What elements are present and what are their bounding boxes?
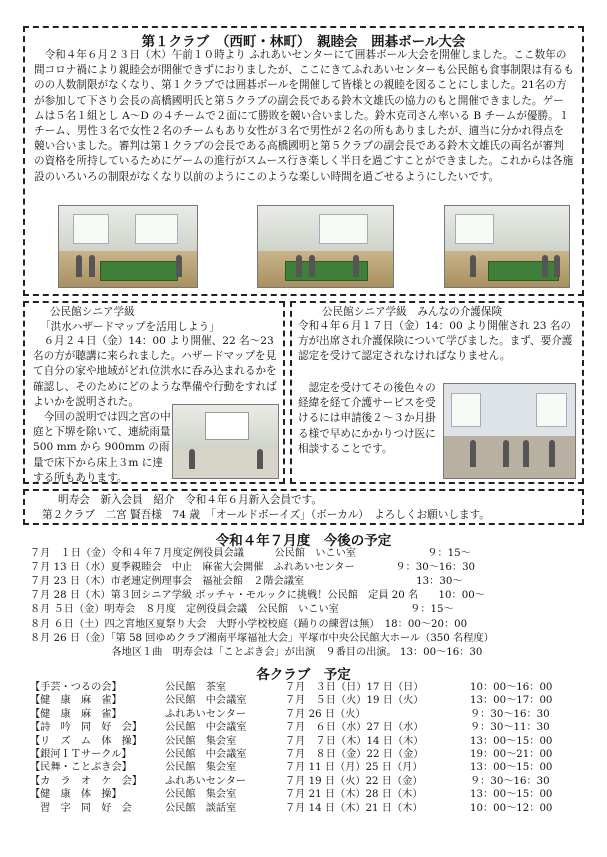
- schedule-item: ７月 23 日（木）市老連定例理事会 福祉会館 ２階会議室 13：30〜: [30, 576, 463, 588]
- club-venue: ふれあいセンター: [165, 775, 247, 787]
- article-title: 第１クラブ （西町・林町） 親睦会 囲碁ボール大会: [141, 34, 466, 50]
- schedule-item: ８月 26 日（金）「第 58 回ゆめクラブ湘南平塚福祉大会」平塚市中央公民館大ホール（350 名程度）: [30, 632, 494, 644]
- new-member-line-1: 明寿会 新入会員 紹介 令和４年６月新入会員です。: [58, 494, 322, 506]
- hazard-subtitle: 「洪水ハザードマップを活用しよう」: [40, 321, 220, 333]
- club-time: ９：30〜16：30: [470, 708, 550, 720]
- care-body-2: 認定を受けてその後色々の経緯を経て介護サービスを受けるには申請後２〜３か月掛る様で早めにかかりつけ医に相談することです。: [298, 382, 436, 455]
- schedule-item: ７月 28 日（木）第３回シニア学級 ボッチャ・モルックに挑戦！公民館 定員 20 名 10：00〜: [30, 590, 485, 602]
- schedule-item: 各地区１曲 明寿会は「ことぶき会」が出演 ９番目の出演。 13：00〜16：30: [30, 646, 483, 658]
- club-dates: ７月 ８日（金）22 日（金）: [285, 749, 424, 760]
- club-name: 【健 康 体 操】: [30, 789, 122, 801]
- club-name: 【健 康 麻 雀】: [30, 708, 122, 720]
- club-venue: 公民館 集会室: [165, 735, 237, 747]
- club-name: 【民舞・ことぶき会】: [30, 762, 132, 774]
- club-time: 13：00〜15：00: [470, 762, 553, 774]
- club-venue: 公民館 中会議室: [165, 722, 247, 734]
- club-time: 10：00〜16：00: [470, 682, 553, 693]
- club-time: 13：00〜17：00: [470, 695, 553, 707]
- article-body: 令和４年６月２３日（木）午前１０時より ふれあいセンターにて囲碁ボール大会を開催しました。ここ数年の間コロナ禍により親睦会が開催できずにおりましたが、ここにきてふれあいセンターも公民館も食事制限は有るものの人数制限がなくなり、第１クラブでは囲碁ボールを開催して皆様との親睦を図ることにしました。21名の方が参加して下さり会長の高橋國明氏と第５クラブの副会長である鈴木文雄氏の協力のもと開催できました。ゲームは５名１組とし A〜D の４チームで２面にて勝敗を競い合いました。鈴木克司さん率いる B チームが優勝。１チーム、男性３名で女性２名のチームもあり女性が３名で男性が２名の所もありましたが、適当に分かれ得点を競い合いました。審判は第１クラブの会長である高橋國明と第５クラブの副会長である鈴木文雄氏の両名が審判の資格を所持しているためにゲームの進行がスムース行き楽しく半日を過ごすことができました。これからは各施設のいろいろの制限がなくなり以前のようにこのような楽しい時間を過ごせるようにしたいです。: [34, 49, 574, 183]
- photo-hazard-lecture: [172, 404, 279, 479]
- club-time: 13：00〜15：00: [470, 735, 553, 747]
- schedule-item: ８月 ６日（土）四之宮地区夏祭り大会 大野小学校校庭（踊りの練習は無） 18：00〜20：00: [30, 618, 468, 630]
- club-time: ９：30〜11：30: [470, 722, 550, 734]
- club-venue: 公民館 集会室: [165, 789, 237, 801]
- club-name: 【手芸・つるの会】: [30, 682, 122, 693]
- club-venue: ふれあいセンター: [165, 708, 247, 720]
- club-name: 習 字 同 好 会: [30, 802, 132, 814]
- club-dates: ７月 26 日（火）: [285, 708, 366, 720]
- club-dates: ７月 19 日（火）22 日（金）: [285, 775, 423, 787]
- clubs-title: 各クラブ 予定: [256, 667, 351, 683]
- club-dates: ７月 ３日（日）17 日（日）: [285, 682, 424, 693]
- club-time: 19：00〜21：00: [470, 749, 553, 760]
- club-dates: ７月 14 日（木）21 日（木）: [285, 802, 423, 814]
- new-member-line-2: 第２クラブ 二宮 賢吾様 74 歳 「オールドボーイズ」（ボーカル） よろしくお願いします。: [42, 509, 490, 521]
- club-venue: 公民館 中会議室: [165, 749, 247, 760]
- club-dates: ７月 ６日（水）27 日（水）: [285, 722, 424, 734]
- schedule-item: ８月 ５日（金）明寿会 ８月度 定例役員会議 公民館 いこい室 ９：15〜: [30, 604, 454, 616]
- photo-go-ball-1: [58, 205, 198, 288]
- club-time: ９：30〜16：30: [470, 775, 550, 787]
- hazard-body: ６月２４日（金）14：00 より開催、22 名〜23 名の方が聴講に来られました。ハザードマップを見て自分の家や地域がどれ位洪水に呑み込まれるかを確認し、そのためにどのような準備や行動をすればよいかを説明された。: [33, 335, 277, 408]
- club-name: 【健 康 麻 雀】: [30, 695, 122, 707]
- photo-go-ball-2: [257, 205, 394, 288]
- schedule-title: 令和４年７月度 今後の予定: [215, 533, 392, 549]
- club-name: 【詩 吟 同 好 会】: [30, 722, 143, 734]
- care-body: 令和４年６月１７日（金）14：00 より開催され 23 名の方が出席され介護保険について学びました。まず、要介護認定を受けて認定されなければなりません。: [298, 320, 573, 363]
- care-heading: 公民館シニア学級 みんなの介護保険: [322, 306, 503, 318]
- club-dates: ７月 21 日（木）28 日（木）: [285, 789, 423, 801]
- club-dates: ７月 ５日（火）19 日（火）: [285, 695, 424, 707]
- schedule-item: ７月 １日（金）令和４年７月度定例役員会議 公民館 いこい室 ９：15〜: [30, 548, 471, 559]
- club-time: 10：00〜12：00: [470, 802, 553, 814]
- club-dates: ７月 ７日（木）14 日（木）: [285, 735, 424, 747]
- club-venue: 公民館 談話室: [165, 802, 237, 814]
- schedule-item: ７月 13 日（水）夏季親睦会 中止 麻雀大会開催 ふれあいセンター ９：30〜16：30: [30, 562, 476, 574]
- club-venue: 公民館 中会議室: [165, 695, 247, 707]
- club-name: 【銀河ＩＴサークル】: [30, 749, 132, 760]
- hazard-body-top: ６月２４日（金）14：00 より開催、22 名〜23 名の方が聴講に来られました。ハザードマップを見て自分の家や地域がどれ位洪水に呑み込まれるかを確認し、そのためにどのような準備や行動をすればよいかを説明された。 今回の説明では四之宮の中庭と下堺を除いて、連続雨量 500 mm から 900mm の雨量で床下から床上３m に達する所もあります。: [33, 335, 277, 484]
- club-time: 13：00〜15：00: [470, 789, 553, 801]
- club-name: 【カ ラ オ ケ 会】: [30, 775, 143, 787]
- club-venue: 公民館 茶室: [165, 682, 227, 693]
- club-name: 【リ ズ ム 体 操】: [30, 735, 143, 747]
- hazard-heading: 公民館シニア学級: [50, 306, 135, 318]
- club-dates: ７月 11 日（月）25 日（月）: [285, 762, 423, 774]
- club-venue: 公民館 集会室: [165, 762, 237, 774]
- photo-care-lecture: [443, 383, 576, 479]
- photo-go-ball-3: [444, 205, 570, 288]
